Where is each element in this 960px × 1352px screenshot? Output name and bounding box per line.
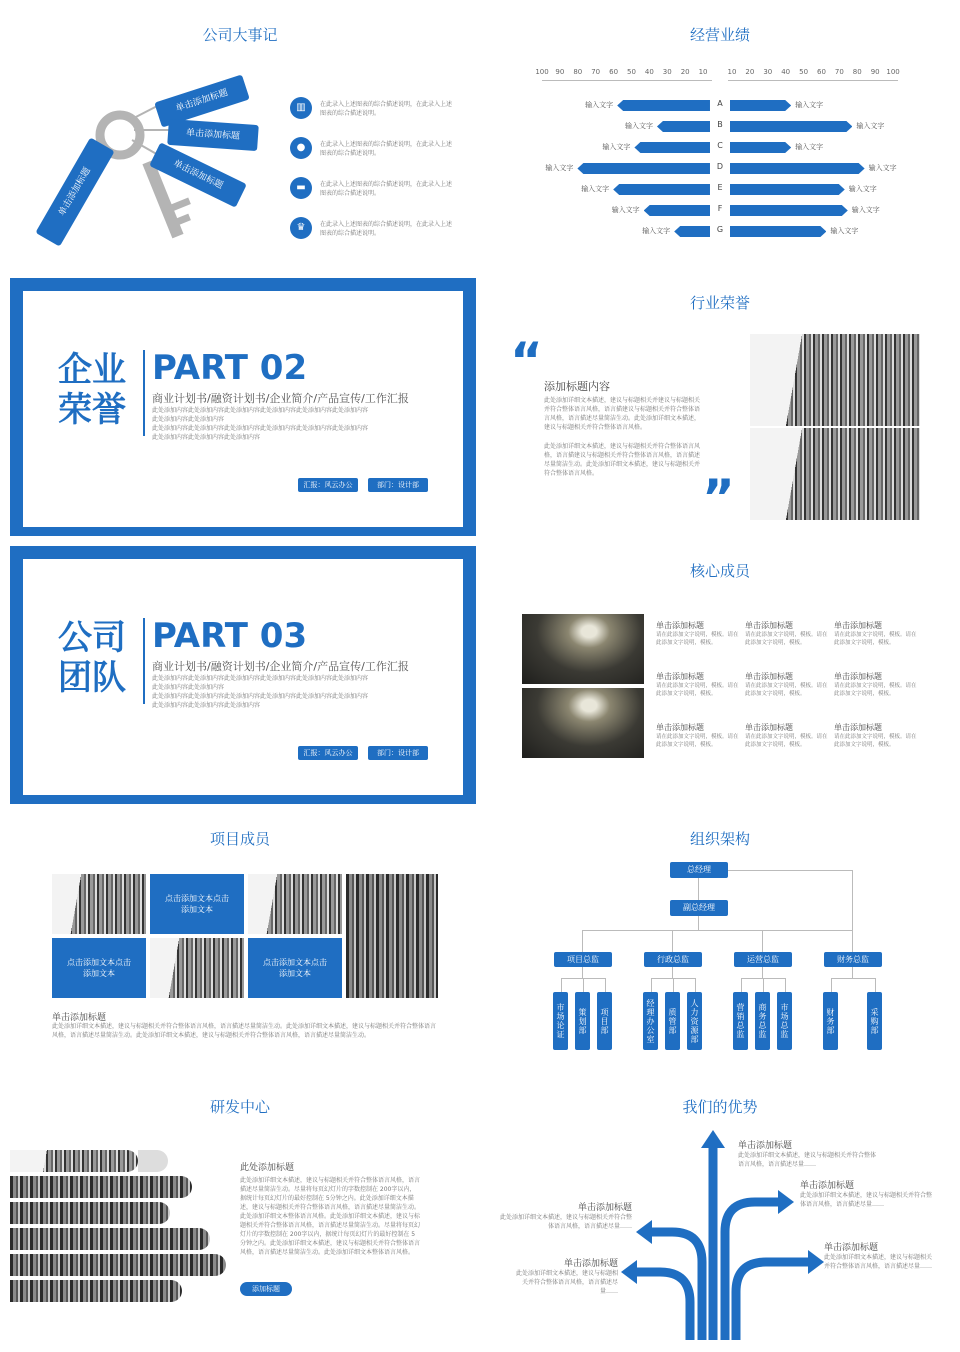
sub-department-box[interactable]: 经理办公室 <box>643 992 658 1050</box>
advantage-item: 单击添加标题 此处添加详细文本描述，建议与标题相关并符合整体语言风格，语言描述尽量…… <box>500 1203 633 1230</box>
bar-left <box>577 163 710 174</box>
reporter-button[interactable]: 汇报：风云办公 <box>298 746 358 760</box>
advantage-item: 单击添加标题 此处添加详细文本描述，建议与标题相关并符合整体语言风格，语言描述尽量…… <box>516 1259 619 1295</box>
connector-line <box>831 978 832 992</box>
crown-icon: ♛ <box>290 217 312 239</box>
bar-right-label: 输入文字 <box>795 143 824 151</box>
category-label: E <box>717 183 723 192</box>
member-desc: 请在此添加文字说明，模板。请在此添加文字说明，模板。 <box>834 734 917 748</box>
connector-line <box>561 978 562 992</box>
bar-left <box>613 184 710 195</box>
member-title: 单击添加标题 <box>745 621 793 630</box>
building-photo <box>248 874 342 934</box>
connector-line <box>763 978 764 992</box>
add-title-button[interactable]: 添加标题 <box>240 1282 292 1296</box>
sub-department-box[interactable]: 商务总监 <box>755 992 770 1050</box>
building-photo <box>52 874 146 934</box>
advantage-item: 单击添加标题 此处添加详细文本描述，建议与标题相关并符合整体语言风格，语言描述尽量…… <box>800 1181 933 1208</box>
bar-right-label: 输入文字 <box>868 164 897 172</box>
bar-left-label: 输入文字 <box>585 101 614 109</box>
tag-2[interactable]: 单击添加标题 <box>167 119 259 151</box>
member-desc: 请在此添加文字说明，模板。请在此添加文字说明，模板。 <box>745 734 828 748</box>
axis-line <box>542 80 712 81</box>
member-desc: 请在此添加文字说明，模板。请在此添加文字说明，模板。 <box>656 632 739 646</box>
bar-left-label: 输入文字 <box>642 227 671 235</box>
tick-label: 50 <box>627 68 636 76</box>
slide-title: 项目成员 <box>209 830 270 848</box>
category-label: D <box>716 162 724 171</box>
connector-line <box>728 870 852 871</box>
tick-label: 40 <box>644 68 654 76</box>
member-desc: 请在此添加文字说明，模板。请在此添加文字说明，模板。 <box>656 734 739 748</box>
bar-right-label: 输入文字 <box>848 185 877 193</box>
bar-left <box>644 205 710 216</box>
butterfly-chart <box>480 0 960 268</box>
category-label: A <box>717 99 723 108</box>
divider <box>143 350 145 436</box>
member-card[interactable] <box>834 620 918 647</box>
member-desc: 请在此添加文字说明，模板。请在此添加文字说明，模板。 <box>834 632 917 646</box>
member-card[interactable] <box>656 671 740 698</box>
category-label: F <box>717 204 723 213</box>
tick-label: 20 <box>680 68 690 76</box>
member-title: 单击添加标题 <box>834 723 882 732</box>
part-number: PART 03 <box>152 616 308 656</box>
description: 此处添加内容此处添加内容此处添加内容此处添加内容此处添加内容此处添加内容此处添加内容此处添加内容 此处添加内容此处添加内容此处添加内容此处添加内容此处添加内容此处添加内容此处添加内容此处添加内容此处添加内容 <box>152 407 369 441</box>
member-card[interactable] <box>656 620 740 647</box>
tick-label: 80 <box>852 68 862 76</box>
text-tile[interactable]: 点击添加文本点击添加文本 <box>150 874 244 934</box>
bar-left-label: 输入文字 <box>581 185 610 193</box>
bar-left <box>617 100 710 111</box>
building-photo-tall <box>346 874 438 998</box>
arrowhead-right-mid <box>808 1250 824 1274</box>
advantage-item: 单击添加标题 此处添加详细文本描述，建议与标题相关并符合整体语言风格，语言描述尽量…… <box>738 1141 877 1168</box>
bar-chart-icon: ▥ <box>290 97 312 119</box>
bar-right <box>730 121 852 132</box>
axis-line <box>728 80 898 81</box>
tick-label: 100 <box>535 68 549 76</box>
member-desc: 请在此添加文字说明，模板。请在此添加文字说明，模板。 <box>745 632 828 646</box>
connector-line <box>605 978 606 992</box>
connector-line <box>785 978 786 992</box>
tick-label: 10 <box>727 68 737 76</box>
section-heading: 单击添加标题 <box>52 1013 107 1023</box>
connector-line <box>695 978 696 992</box>
arrowhead-up <box>701 1130 725 1148</box>
member-title: 单击添加标题 <box>656 672 704 681</box>
connector-line <box>762 930 763 952</box>
member-title: 单击添加标题 <box>834 672 882 681</box>
slide-project-members <box>0 804 480 1072</box>
sub-department-box[interactable]: 质管部 <box>665 992 680 1050</box>
member-card[interactable] <box>745 620 829 647</box>
connector-line <box>698 878 699 900</box>
tick-label: 30 <box>763 68 773 76</box>
connector-line <box>651 978 652 992</box>
bar-left <box>674 226 710 237</box>
bar-left-label: 输入文字 <box>611 206 640 214</box>
connector-line <box>673 978 674 992</box>
sub-department-box[interactable]: 人力资源部 <box>687 992 702 1050</box>
tick-label: 80 <box>573 68 583 76</box>
connector-line <box>583 978 584 992</box>
member-desc: 请在此添加文字说明，模板。请在此添加文字说明，模板。 <box>834 683 917 697</box>
sub-department-box[interactable]: 财务部 <box>823 992 838 1050</box>
department-box[interactable]: 行政总监 <box>644 952 702 967</box>
tick-label: 70 <box>591 68 601 76</box>
slide-title: 组织架构 <box>689 830 750 848</box>
bar-left-label: 输入文字 <box>602 143 631 151</box>
sub-department-box[interactable]: 策划部 <box>575 992 590 1050</box>
text-tile[interactable]: 点击添加文本点击添加文本 <box>52 938 146 998</box>
tick-label: 70 <box>834 68 844 76</box>
tick-label: 90 <box>555 68 565 76</box>
open-quote-icon: “ <box>510 332 543 390</box>
slide-core-members <box>480 536 960 804</box>
tick-label: 90 <box>870 68 880 76</box>
connector-line <box>741 978 742 992</box>
ceo-box[interactable]: 总经理 <box>670 862 728 878</box>
slide-title: 经营业绩 <box>689 26 750 44</box>
close-quote-icon: ” <box>702 469 735 527</box>
description: 此处添加内容此处添加内容此处添加内容此处添加内容此处添加内容此处添加内容此处添加内容此处添加内容 此处添加内容此处添加内容此处添加内容此处添加内容此处添加内容此处添加内容此处添加内容此处添加内容此处添加内容 <box>152 675 369 709</box>
tag-3[interactable]: 单击添加标题 <box>149 142 247 207</box>
honor-heading: 添加标题内容 <box>544 380 610 393</box>
member-card[interactable] <box>834 722 918 749</box>
member-desc: 请在此添加文字说明，模板。请在此添加文字说明，模板。 <box>656 683 739 697</box>
tick-label: 50 <box>799 68 809 76</box>
connector-line <box>831 978 875 979</box>
arrow-right-mid <box>736 1262 810 1340</box>
arrowhead-left-mid <box>636 1220 652 1244</box>
section-big-title: 公司 团队 <box>58 618 126 698</box>
slide-title: 我们的优势 <box>682 1098 758 1116</box>
connector-line <box>582 967 583 978</box>
group-icon: ● <box>290 137 312 159</box>
connector-line <box>672 930 673 952</box>
connector-line <box>698 916 699 930</box>
slide-part-02 <box>0 268 480 536</box>
member-title: 单击添加标题 <box>656 723 704 732</box>
department-box[interactable]: 运营总监 <box>734 952 792 967</box>
slide-title: 公司大事记 <box>202 26 278 44</box>
tick-label: 100 <box>886 68 900 76</box>
text-tile[interactable]: 点击添加文本点击添加文本 <box>248 938 342 998</box>
bar-right-label: 输入文字 <box>795 101 824 109</box>
tag-1[interactable]: 单击添加标题 <box>154 74 250 127</box>
divider <box>143 618 145 704</box>
tick-label: 10 <box>698 68 708 76</box>
bar-left <box>634 142 710 153</box>
subtitle: 商业计划书/融资计划书/企业简介/产品宣传/工作汇报 <box>152 392 409 405</box>
reporter-button[interactable]: 汇报：风云办公 <box>298 478 358 492</box>
member-title: 单击添加标题 <box>745 672 793 681</box>
category-label: B <box>717 120 723 129</box>
bar-left-label: 输入文字 <box>624 122 653 130</box>
tick-label: 60 <box>609 68 619 76</box>
sub-department-box[interactable]: 项目部 <box>597 992 612 1050</box>
sub-department-box[interactable]: 市场论证 <box>553 992 568 1050</box>
members-grid <box>480 536 960 804</box>
slide-title: 研发中心 <box>209 1098 270 1116</box>
slide-org-chart <box>480 804 960 1072</box>
bar-right <box>730 184 845 195</box>
org-chart <box>480 804 960 1072</box>
slide-part-03 <box>0 536 480 804</box>
member-card[interactable] <box>656 722 740 749</box>
building-photo <box>150 938 244 998</box>
arrowhead-left-low <box>621 1260 637 1284</box>
folder-icon: ▬ <box>290 177 312 199</box>
bar-right-label: 输入文字 <box>856 122 885 130</box>
building-photo <box>750 428 920 520</box>
section-description: 此处添加详细文本描述，建议与标题相关并符合整体语言风格，语言描述尽量简洁生动。此处添加详细文本描述，建议与标题相关并符合整体语言风格，语言描述尽量简洁生动。此处添加详细文本描述，建议与标题相关并符合整体语言风格，语言描述尽量简洁生动。 <box>52 1023 437 1039</box>
bar-right <box>730 100 791 111</box>
advantage-item: 单击添加标题 此处添加详细文本描述，建议与标题相关并符合整体语言风格，语言描述尽量…… <box>824 1243 933 1270</box>
connector-line <box>875 978 876 992</box>
connector-line <box>582 930 852 931</box>
bar-left-label: 输入文字 <box>545 164 574 172</box>
category-label: G <box>716 225 724 234</box>
department-box[interactable]: 项目总监 <box>554 952 612 967</box>
category-label: C <box>717 141 723 150</box>
section-big-title: 企业 荣誉 <box>58 350 126 430</box>
department-button[interactable]: 部门：设计部 <box>368 478 428 492</box>
part-number: PART 02 <box>152 348 308 388</box>
department-box[interactable]: 财务总监 <box>824 952 882 967</box>
bar-right <box>730 163 865 174</box>
building-photo <box>750 334 920 426</box>
slide-company-milestones: 公司大事记 单击添加标题 单击添加标题 单击添加标题 单击添加标题 ▥ 在此录入上述图表的综合描述说明，在此录入上述图表的综合描述说明。 ● 在此录入上述图表的综合描述说明，在此录入上述图表的综合描述说明。 ▬ 在此录入上述图表的综合描述说明，在此录入上述图表的综合描述说明。 ♛ 在此录入上述图表的综合描述说明，在此录入上述图表的综合描述说明。 <box>0 0 480 268</box>
tag-4[interactable]: 单击添加标题 <box>35 137 114 246</box>
member-desc: 请在此添加文字说明，模板。请在此添加文字说明，模板。 <box>745 683 828 697</box>
member-card[interactable] <box>745 671 829 698</box>
tick-label: 30 <box>662 68 672 76</box>
slide-our-advantages <box>480 1072 960 1340</box>
bar-left <box>657 121 710 132</box>
bar-right-label: 输入文字 <box>851 206 880 214</box>
arrow-left-low <box>635 1272 690 1340</box>
tick-label: 40 <box>781 68 791 76</box>
connector-line <box>672 967 673 978</box>
slide-business-performance <box>480 0 960 268</box>
sub-department-box[interactable]: 市场总监 <box>777 992 792 1050</box>
section-description: 此处添加详细文本描述，建议与标题相关并符合整体语言风格，语言描述尽量简洁生动。尽量将每页幻灯片的字数控制在 200字以内，据统计每页幻灯片的最好控制在 5分钟之内。此处添加详细文本描述，建议与标题相关并符合整体语言风格，语言描述尽量简洁生动。此处添加详细文本整体语言风格。此处添加详细文本描述，建议与标题相关并符合整体语言风格，语言描述尽量简洁生动。尽量将每页幻灯片的字数控制在 200字以内，据统计每页幻灯片的最好控制在 5分钟之内。此处添加详细文本描述，建议与标题相关并符合整体语言风格，语言描述尽量简洁生动。此处添加详细文本整体语言风格。 <box>240 1177 421 1256</box>
slide-title: 核心成员 <box>689 562 750 580</box>
building-strip <box>10 1176 192 1198</box>
member-title: 单击添加标题 <box>834 621 882 630</box>
member-card[interactable] <box>745 722 829 749</box>
member-title: 单击添加标题 <box>656 621 704 630</box>
bar-right <box>730 226 826 237</box>
slide-rnd-center <box>0 1072 480 1340</box>
arrowhead-right-top <box>778 1190 794 1214</box>
bar-right <box>730 205 848 216</box>
building-strip <box>10 1150 138 1172</box>
member-card[interactable] <box>834 671 918 698</box>
connector-line <box>852 967 853 978</box>
building-strip <box>10 1280 182 1302</box>
building-strip <box>10 1228 210 1250</box>
connector-line <box>582 930 583 952</box>
tick-label: 60 <box>817 68 826 76</box>
connector-line <box>762 967 763 978</box>
sub-department-box[interactable]: 营销总监 <box>733 992 748 1050</box>
bar-right <box>730 142 791 153</box>
building-strip <box>10 1254 226 1276</box>
bar-right-label: 输入文字 <box>830 227 859 235</box>
department-button[interactable]: 部门：设计部 <box>368 746 428 760</box>
section-heading: 此处添加标题 <box>240 1163 295 1173</box>
building-strip <box>10 1202 170 1224</box>
connector-line <box>852 930 853 952</box>
subtitle: 商业计划书/融资计划书/企业简介/产品宣传/工作汇报 <box>152 660 409 673</box>
sub-department-box[interactable]: 采购部 <box>867 992 882 1050</box>
vp-box[interactable]: 副总经理 <box>670 900 728 916</box>
slide-industry-honors: 行业荣誉 “ 添加标题内容 此处添加详细文本描述，建议与标题相关并建议与标题相关并符合整体语言风格，语言描建议与标题相关并符合整体语言风格，语言描述尽量简洁生动。此处添加详细文本描述，建议与标题相关并符合整体语言风格。 此处添加详细文本描述，建议与标题相关并符合整体语言风格，语言描建议与标题相关并符合整体语言风格，语言描述尽量简洁生动。此处添加详细文本描述，建议与标题相关并符合整体语言风格。 ” <box>480 268 960 536</box>
tick-label: 20 <box>745 68 755 76</box>
member-title: 单击添加标题 <box>745 723 793 732</box>
slide-title: 行业荣誉 <box>689 294 750 312</box>
